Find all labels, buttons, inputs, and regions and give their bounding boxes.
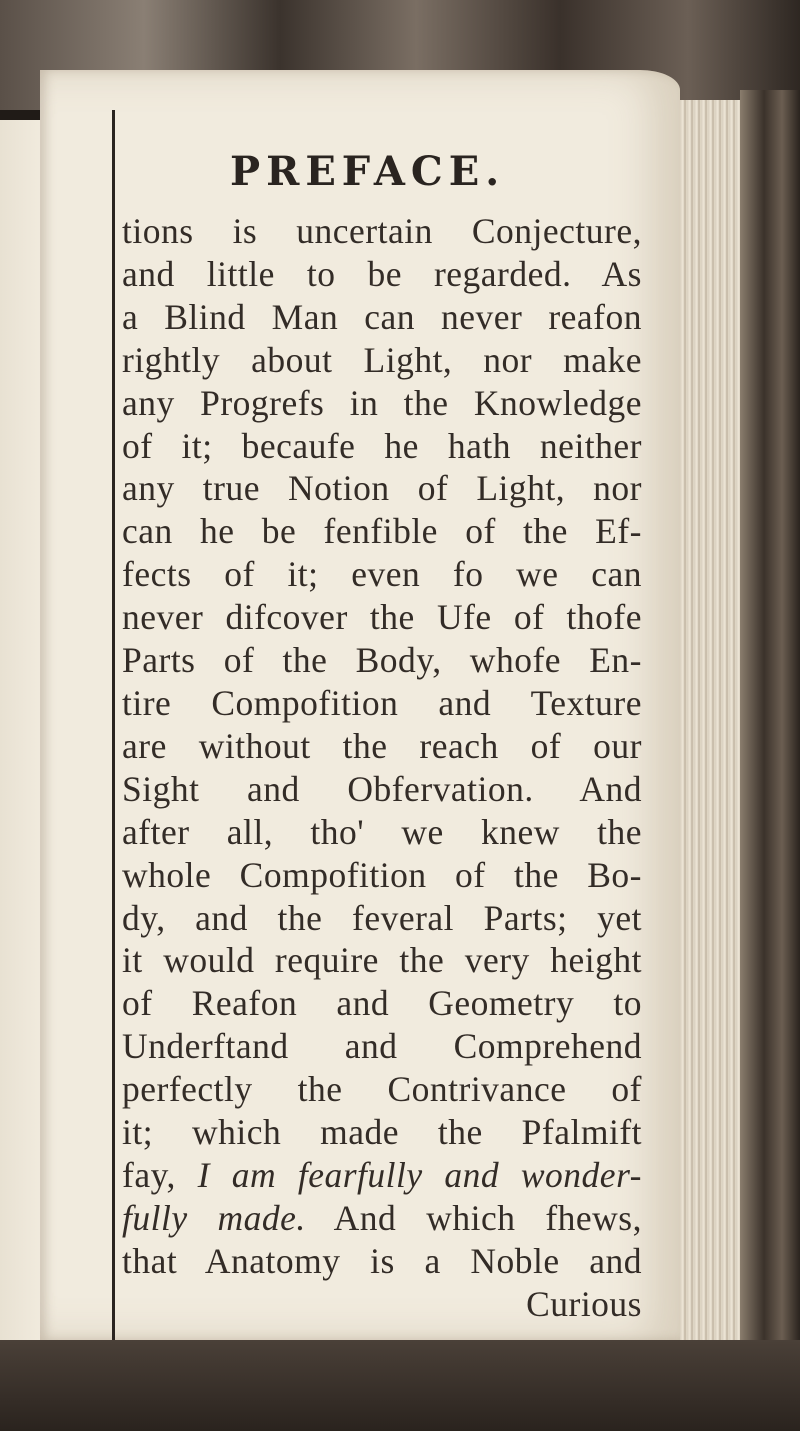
text-line: tire Compofition and Texture xyxy=(122,682,642,723)
text-line: and little to be regarded. As xyxy=(122,253,642,294)
text-line: perfectly the Contrivance of xyxy=(122,1069,642,1110)
page-edges xyxy=(680,100,740,1340)
text-italic: I am fearfully and wonder- xyxy=(197,1154,642,1195)
body-text xyxy=(122,210,642,1326)
text-line: Sight and Obfervation. And xyxy=(122,768,642,809)
text-line: tions is uncertain Conjecture, xyxy=(122,211,642,251)
text-line-italic xyxy=(122,1197,642,1240)
text-line: any Progrefs in the Knowledge xyxy=(122,382,642,423)
text-line: can he be fenfible of the Ef- xyxy=(122,511,642,552)
text-line: fects of it; even fo we can xyxy=(122,554,642,595)
text-line: after all, tho' we knew the xyxy=(122,811,642,852)
text-line: never difcover the Ufe of thofe xyxy=(122,597,642,638)
running-head: PREFACE. xyxy=(230,148,506,195)
text-line: Parts of the Body, whofe En- xyxy=(122,640,642,681)
text-roman: And which fhews, xyxy=(305,1197,642,1238)
text-line: rightly about Light, nor make xyxy=(122,339,642,380)
scan-bottom-edge xyxy=(0,1340,800,1431)
gutter-fold-line xyxy=(112,110,115,1340)
text-line: whole Compofition of the Bo- xyxy=(122,854,642,895)
text-line: it; which made the Pfalmift xyxy=(122,1112,642,1153)
text-line: of Reafon and Geometry to xyxy=(122,983,642,1024)
text-roman: fay, xyxy=(122,1154,198,1195)
text-line: that Anatomy is a Noble and xyxy=(122,1240,642,1281)
text-line-italic xyxy=(122,1154,642,1197)
text-line: a Blind Man can never reafon xyxy=(122,296,642,337)
catchword: Curious xyxy=(526,1283,642,1324)
text-line: are without the reach of our xyxy=(122,725,642,766)
text-line: dy, and the feveral Parts; yet xyxy=(122,897,642,938)
scan-right-edge xyxy=(740,90,800,1340)
text-line: any true Notion of Light, nor xyxy=(122,468,642,509)
text-line: Underftand and Comprehend xyxy=(122,1026,642,1067)
text-line: it would require the very height xyxy=(122,940,642,981)
text-line: of it; becaufe he hath neither xyxy=(122,425,642,466)
text-italic: fully made. xyxy=(122,1197,306,1238)
